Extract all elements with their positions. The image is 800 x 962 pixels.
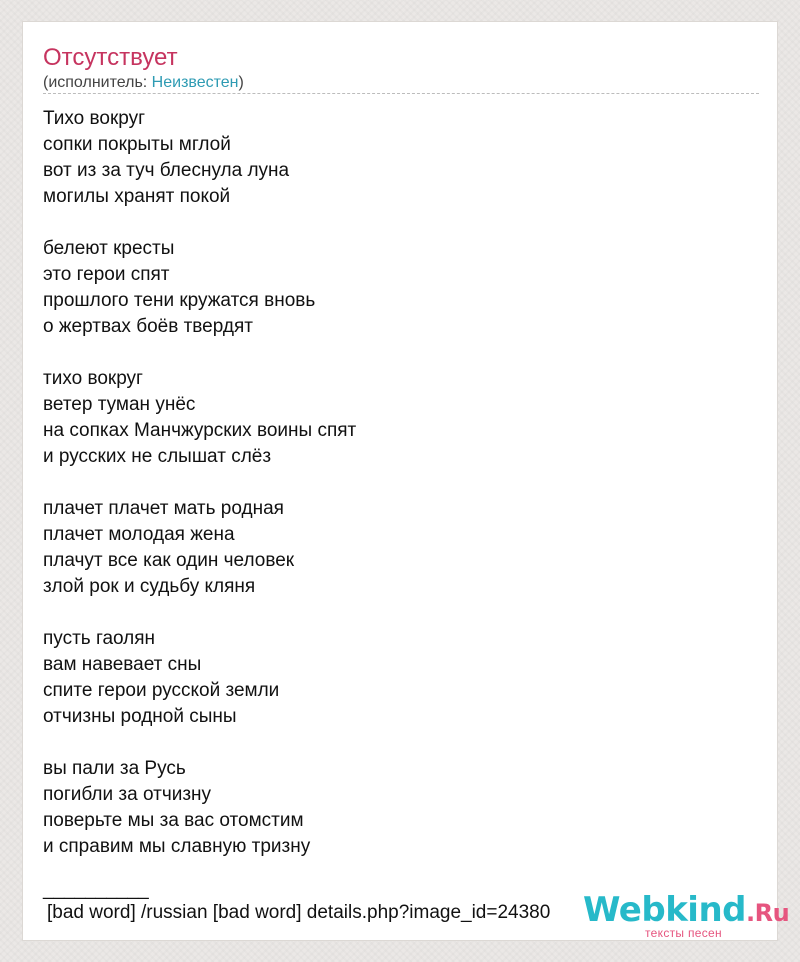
lyrics-stanza [43,236,743,340]
lyrics-line: вот из за туч блеснула луна [43,160,290,181]
lyrics-line: поверьте мы за вас отомстим [43,810,304,831]
song-title: Отсутствует [43,44,178,71]
lyrics-line: плачет плачет мать родная [43,498,284,519]
lyrics-stanza [43,756,743,860]
lyrics-line: прошлого тени кружатся вновь [43,290,316,311]
lyrics-line: Тихо вокруг [43,108,146,129]
lyrics-line: белеют кресты [43,238,175,259]
lyrics-stanza [43,106,743,210]
lyrics-line: отчизны родной сыны [43,706,237,727]
lyrics-stanza [43,496,743,600]
lyrics-line: пусть гаолян [43,628,156,649]
lyrics-line: сопки покрыты мглой [43,134,231,155]
lyrics-separator: __________ [43,879,149,900]
lyrics-line: могилы хранят покой [43,186,231,207]
lyrics-body [43,106,743,926]
stanza-list [43,106,743,860]
lyrics-line: спите герои русской земли [43,680,280,701]
artist-suffix: ) [238,74,244,91]
lyrics-line: и справим мы славную тризну [43,836,311,857]
lyrics-line: вам навевает сны [43,654,202,675]
lyrics-line: погибли за отчизну [43,784,212,805]
webkind-logo[interactable] [583,890,790,942]
lyrics-line: и русских не слышат слёз [43,446,272,467]
artist-line [43,73,244,93]
logo-tagline: тексты песен [645,926,722,940]
lyrics-stanza [43,366,743,470]
lyrics-line: злой рок и судьбу кляня [43,576,256,597]
lyrics-line: плачет молодая жена [43,524,235,545]
lyrics-line: вы пали за Русь [43,758,186,779]
lyrics-line: о жертвах боёв твердят [43,316,253,337]
lyrics-line: ветер туман унёс [43,394,196,415]
lyrics-line: на сопках Манчжурских воины спят [43,420,357,441]
artist-link[interactable]: Неизвестен [151,74,239,91]
lyrics-card [22,21,790,941]
artist-prefix: (исполнитель: [43,74,152,91]
logo-brand: Webkind [583,890,746,930]
lyrics-line: плачут все как один человек [43,550,295,571]
dashed-divider [43,93,759,94]
lyrics-line: это герои спят [43,264,170,285]
lyrics-stanza [43,626,743,730]
lyrics-line: тихо вокруг [43,368,143,389]
lyrics-footer: [bad word] /russian [bad word] details.php?image_id=24380 [47,902,551,923]
logo-tld: .Ru [746,899,790,927]
